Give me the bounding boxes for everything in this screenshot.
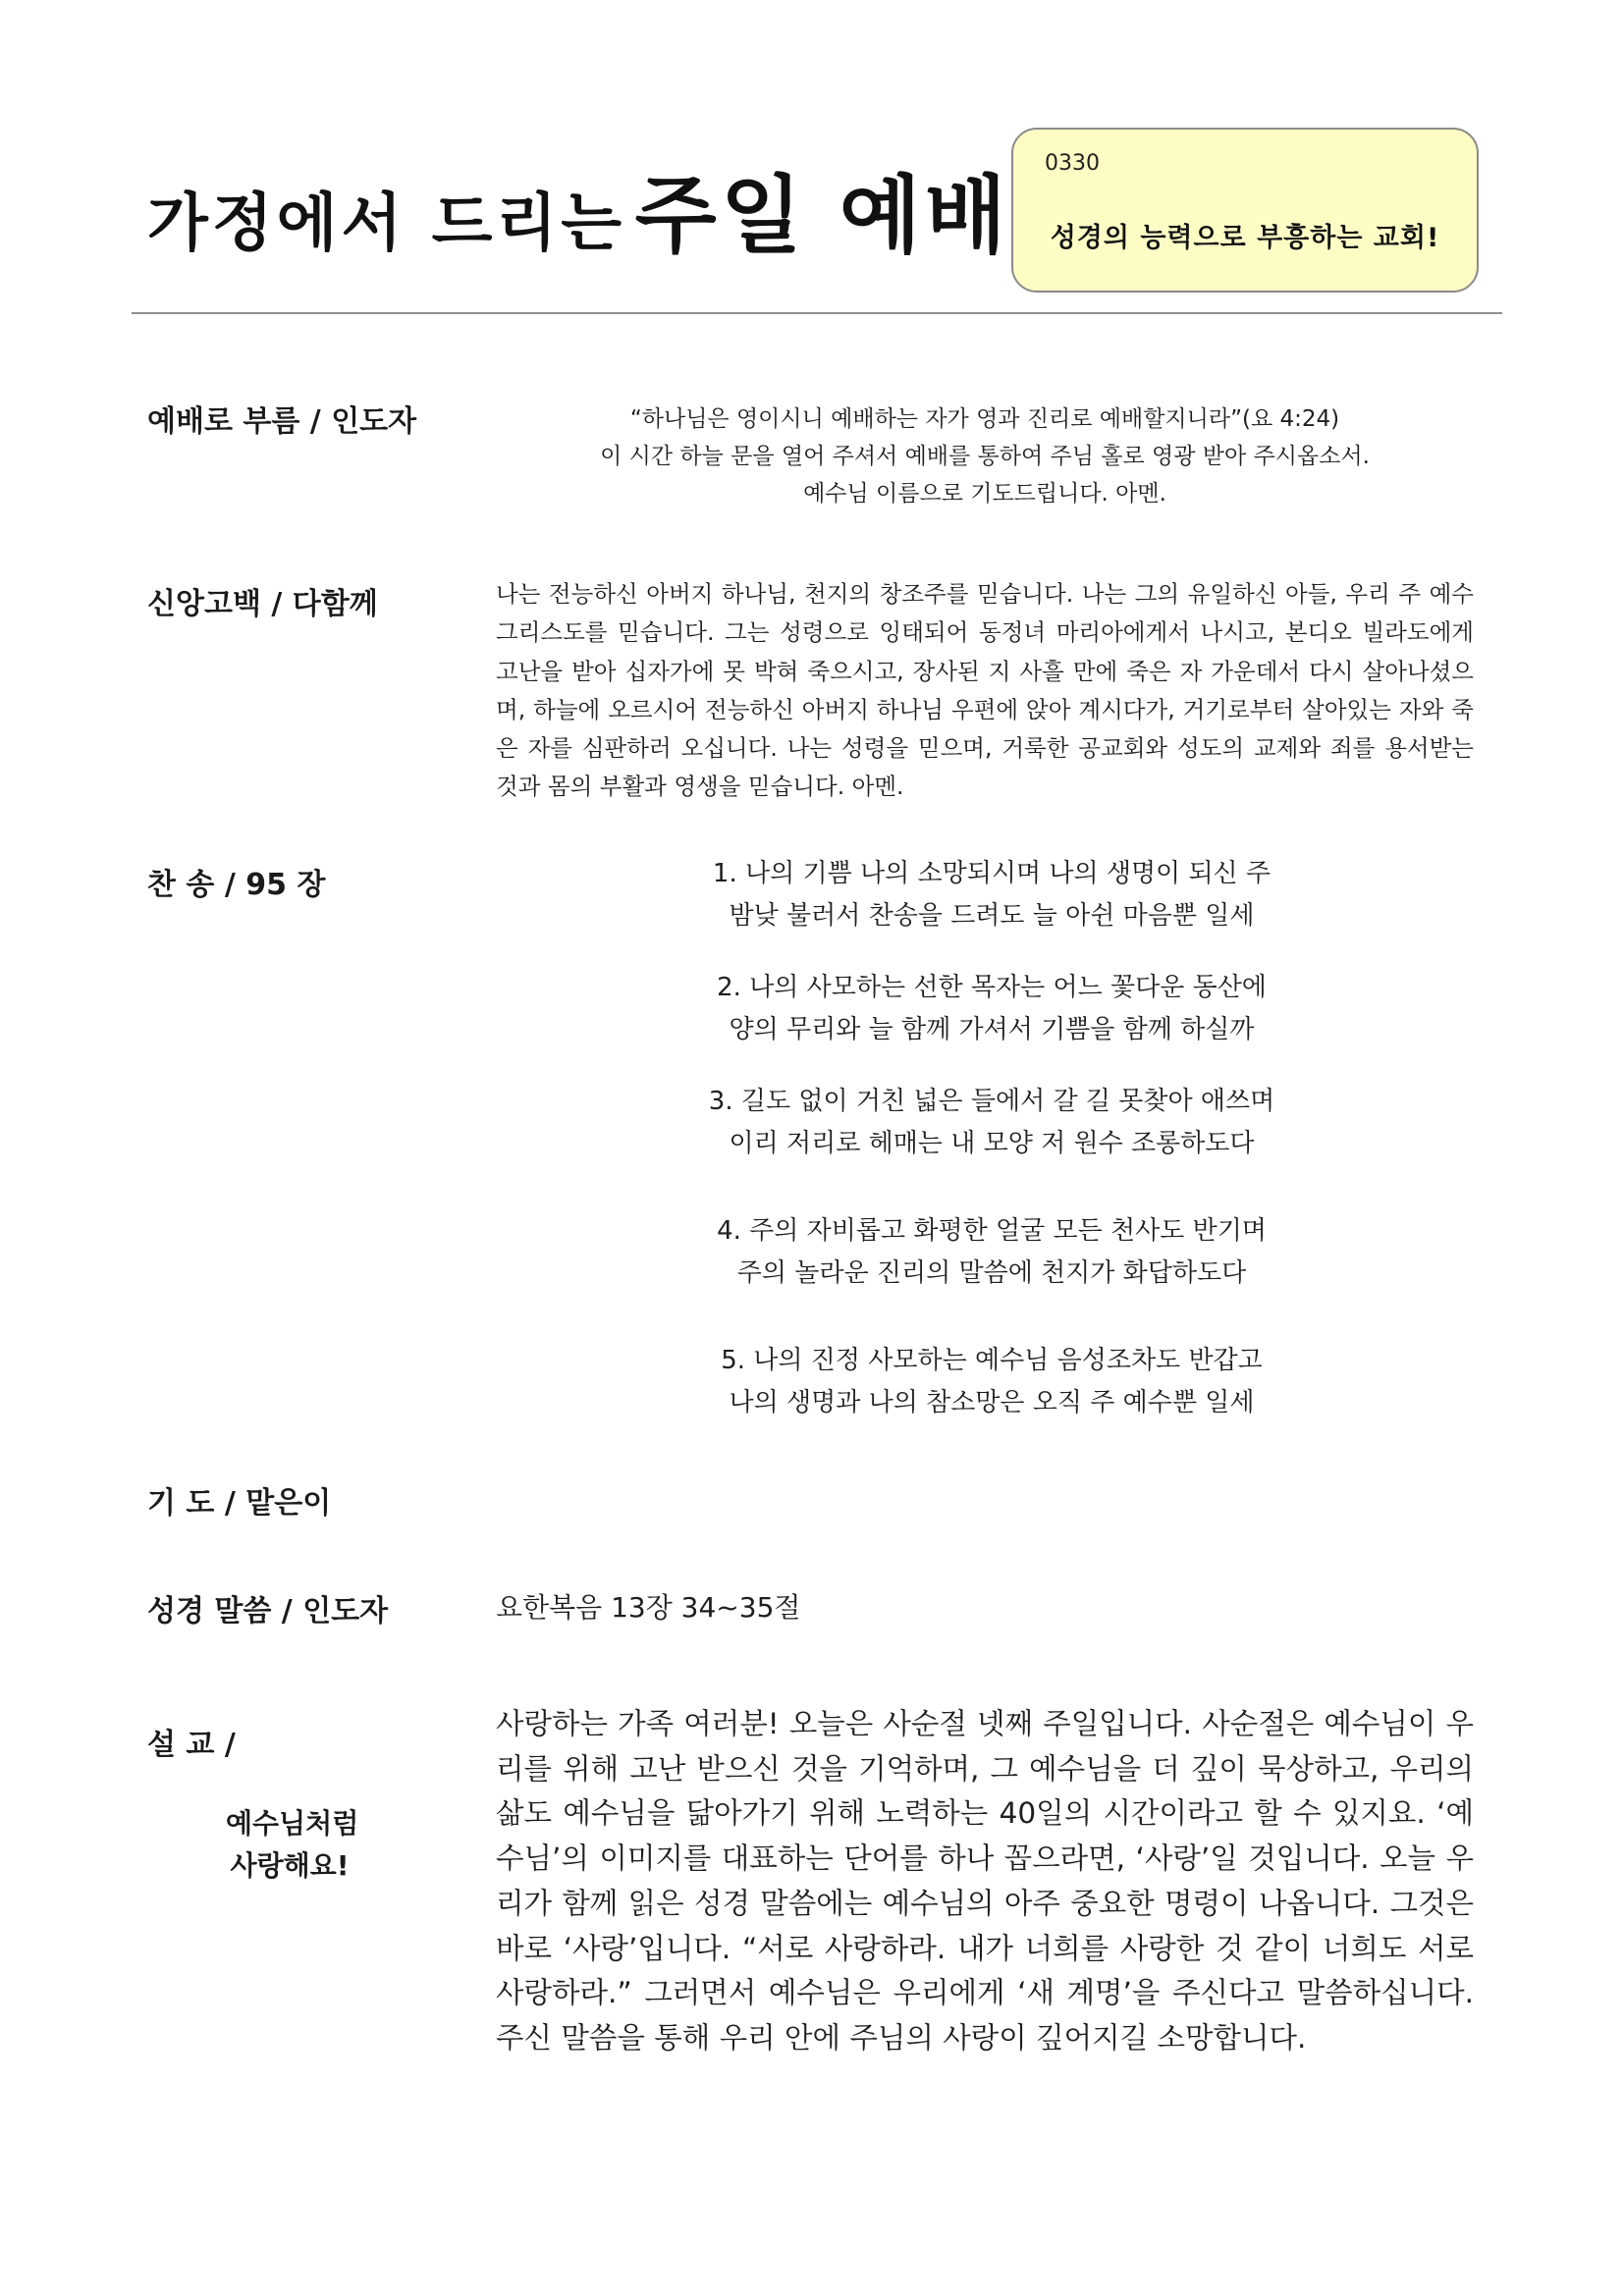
scripture-reference: 요한복음 13장 34~35절	[496, 1591, 801, 1624]
hymn-line: 5. 나의 진정 사모하는 예수님 음성조차도 반갑고	[721, 1346, 1263, 1375]
sermon-title	[226, 1802, 359, 1887]
sermon-text: 사랑하는 가족 여러분! 오늘은 사순절 넷째 주일입니다. 사순절은 예수님이 우리를 위해 고난 받으신 것을 기억하며, 그 예수님을 더 깊이 묵상하고, 우리의 삶도 예수님을 닮아가기 위해 노력하는 40일의 시간이라고 할 수 있지요. ‘예수님’의 이미지를 대표하는 단어를 하나 꼽으라면, ‘사랑’일 것입니다. 오늘 우리가 함께 읽은 성경 말씀에는 예수님의 아주 중요한 명령이 나옵니다. 그것은 바로 ‘사랑’입니다. “서로 사랑하라. 내가 너희를 사랑한 것 같이 너희도 서로 사랑하라.” 그러면서 예수님은 우리에게 ‘새 계명’을 주신다고 말씀하십니다. 주신 말씀을 통해 우리 안에 주님의 사랑이 깊어지길 소망합니다.	[496, 1707, 1474, 2055]
bulletin-title	[147, 147, 1010, 285]
hymn-line: 2. 나의 사모하는 선한 목자는 어느 꽃다운 동산에	[717, 973, 1267, 1002]
service-code: 0330	[1045, 151, 1100, 176]
call-to-worship-label: 예배로 부름 / 인도자	[147, 404, 417, 439]
prayer-label: 기 도 / 맡은이	[147, 1486, 332, 1521]
call-line: 예수님 이름으로 기도드립니다. 아멘.	[803, 481, 1166, 507]
hymn-verse	[628, 1210, 1355, 1295]
call-line: “하나님은 영이시니 예배하는 자가 영과 진리로 예배할지니라”(요 4:24)	[629, 406, 1340, 432]
hymn-verse	[628, 853, 1355, 937]
title-part-2: 주일 예배	[634, 167, 1010, 265]
hymn-label: 찬 송 / 95 장	[147, 868, 326, 902]
call-to-worship-text	[496, 400, 1474, 512]
hymn-line: 1. 나의 기쁨 나의 소망되시며 나의 생명이 되신 주	[712, 859, 1272, 888]
scripture-label: 성경 말씀 / 인도자	[147, 1594, 389, 1629]
title-part-1: 가정에서 드리는	[147, 187, 626, 260]
creed-text: 나는 전능하신 아버지 하나님, 천지의 창조주를 믿습니다. 나는 그의 유일하신 아들, 우리 주 예수 그리스도를 믿습니다. 그는 성령으로 잉태되어 동정녀 마리아에게서 나시고, 본디오 빌라도에게 고난을 받아 십자가에 못 박혀 죽으시고, 장사된 지 사흘 만에 죽은 자 가운데서 다시 살아나셨으며, 하늘에 오르시어 전능하신 아버지 하나님 우편에 앉아 계시다가, 거기로부터 살아있는 자와 죽은 자를 심판하러 오십니다. 나는 성령을 믿으며, 거룩한 공교회와 성도의 교제와 죄를 용서받는 것과 몸의 부활과 영생을 믿습니다. 아멘.	[496, 580, 1474, 801]
hymn-line: 주의 놀라운 진리의 말씀에 천지가 화답하도다	[736, 1258, 1247, 1288]
sermon-title-line: 사랑해요!	[230, 1849, 350, 1882]
call-line: 이 시간 하늘 문을 열어 주셔서 예배를 통하여 주님 홀로 영광 받아 주시옵소서.	[600, 444, 1370, 469]
hymn-verse	[628, 967, 1355, 1051]
hymn-line: 3. 길도 없이 거친 넓은 들에서 갈 길 못찾아 애쓰며	[708, 1087, 1275, 1116]
hymn-line: 이리 저리로 헤매는 내 모양 저 원수 조롱하도다	[729, 1129, 1255, 1158]
sermon-label: 설 교 /	[147, 1728, 236, 1762]
hymn-line: 밤낮 불러서 찬송을 드려도 늘 아쉰 마음뿐 일세	[729, 901, 1255, 931]
hymn-line: 4. 주의 자비롭고 화평한 얼굴 모든 천사도 반기며	[717, 1216, 1267, 1246]
header-divider	[132, 312, 1502, 314]
church-motto: 성경의 능력으로 부흥하는 교회!	[1050, 223, 1440, 253]
hymn-line: 나의 생명과 나의 참소망은 오직 주 예수뿐 일세	[729, 1388, 1255, 1417]
service-badge	[1011, 128, 1479, 293]
creed-label: 신앙고백 / 다함께	[147, 587, 378, 621]
hymn-verse	[628, 1081, 1355, 1165]
sermon-title-line: 예수님처럼	[226, 1807, 359, 1840]
hymn-verse	[628, 1340, 1355, 1424]
hymn-line: 양의 무리와 늘 함께 가셔서 기쁨을 함께 하실까	[729, 1015, 1255, 1044]
